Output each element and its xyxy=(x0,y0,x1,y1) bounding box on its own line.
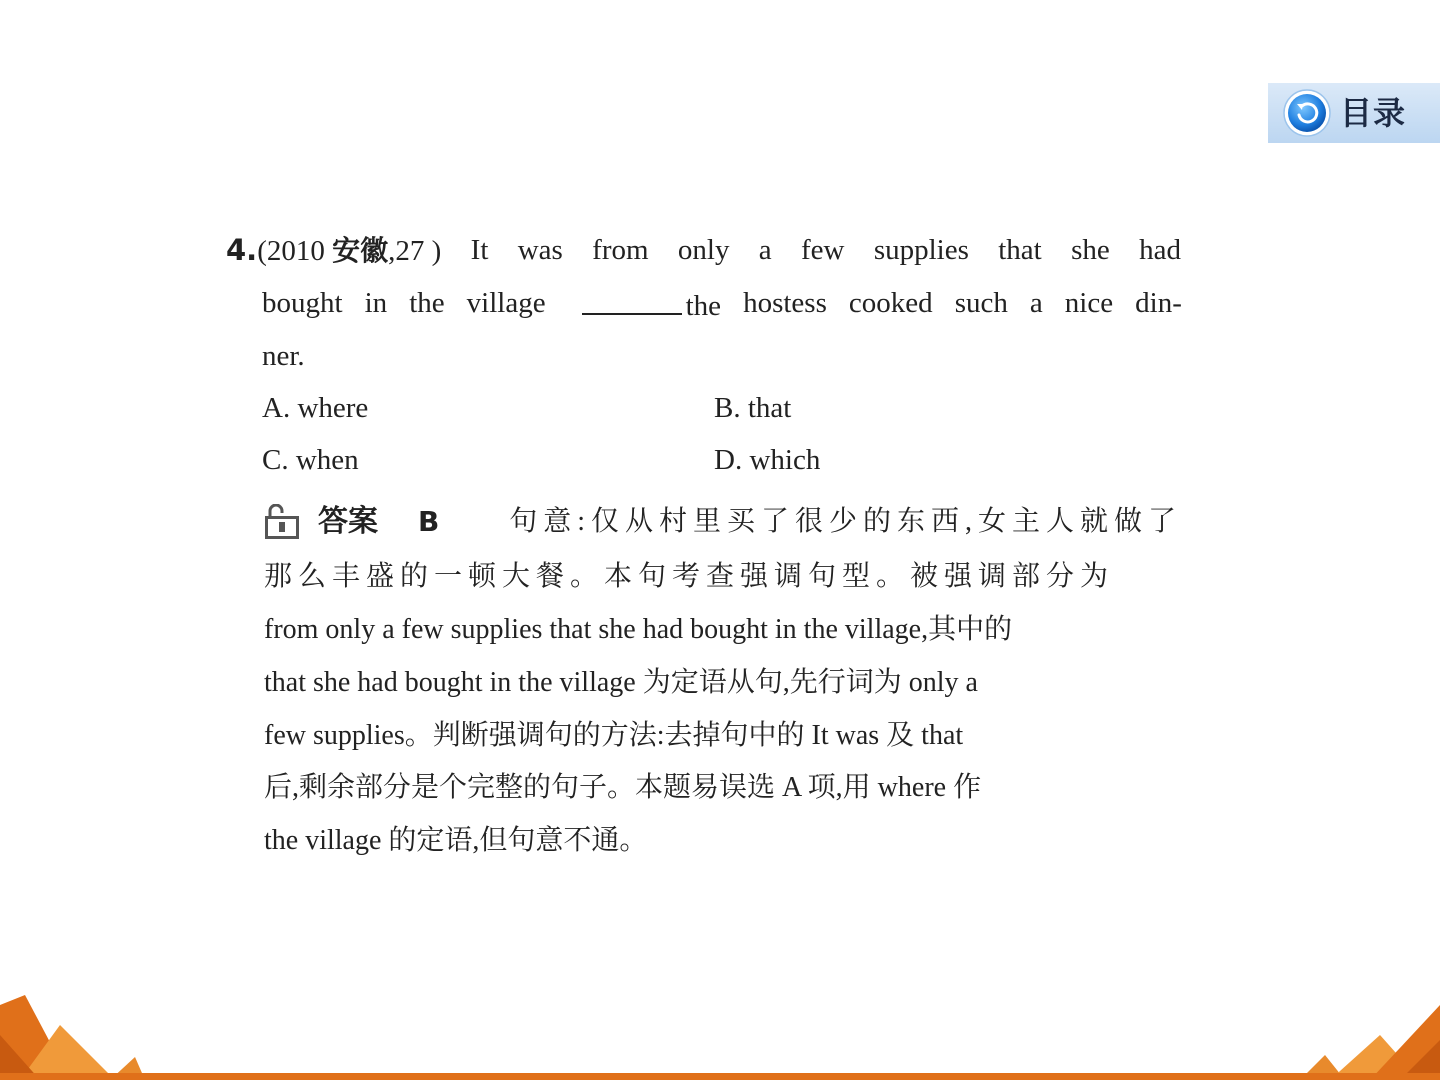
answer-line-2: 那么丰盛的一顿大餐。本句考查强调句型。被强调部分为 xyxy=(264,561,1115,592)
answer-line-5: few supplies。判断强调句的方法:去掉句中的 It was 及 that xyxy=(264,720,964,751)
word: in xyxy=(364,287,388,319)
answer-blank xyxy=(582,283,682,315)
word: only xyxy=(677,234,730,266)
answer-line-1 xyxy=(318,502,1182,542)
question-source xyxy=(226,230,441,271)
word: she xyxy=(1071,234,1110,266)
answer-text: 句意:仅从村里买了很少的东西,女主人就做了 xyxy=(509,506,1182,537)
word: few xyxy=(801,234,845,266)
footer-decoration xyxy=(0,995,1440,1080)
question-line-3: ner. xyxy=(262,340,305,372)
option-c: C. when xyxy=(262,444,359,476)
word: supplies xyxy=(873,234,969,266)
word: cooked xyxy=(848,287,933,319)
question-line-2 xyxy=(262,283,1182,326)
option-d: D. which xyxy=(714,444,821,476)
word: was xyxy=(517,234,563,266)
option-b: B. that xyxy=(714,392,792,424)
word: village xyxy=(466,287,546,319)
word: nice xyxy=(1064,287,1114,319)
answer-line-3: from only a few supplies that she had bought in the village,其中的 xyxy=(264,614,1013,645)
unlock-icon xyxy=(264,504,302,540)
word: the xyxy=(409,287,445,319)
word: It xyxy=(470,234,489,266)
word: that xyxy=(998,234,1042,266)
word: bought xyxy=(262,287,343,319)
blank-with-word: the xyxy=(568,283,721,326)
word: such xyxy=(954,287,1008,319)
source-close: ,27 ) xyxy=(388,235,442,267)
refresh-circle-icon xyxy=(1282,88,1332,138)
toc-button[interactable] xyxy=(1268,83,1440,143)
toc-label: 目录 xyxy=(1340,94,1407,132)
question-number: 4. xyxy=(226,233,258,267)
source-open: (2010 xyxy=(257,235,333,267)
question-line-1 xyxy=(226,230,1181,271)
word: a xyxy=(758,234,772,266)
answer-label: 答案 xyxy=(318,504,378,539)
answer-key: B xyxy=(418,505,440,538)
word: a xyxy=(1029,287,1043,319)
word: hostess xyxy=(743,287,827,319)
answer-line-4: that she had bought in the village 为定语从句,先行词为 only a xyxy=(264,667,978,698)
word: had xyxy=(1139,234,1181,266)
answer-line-6: 后,剩余部分是个完整的句子。本题易误选 A 项,用 where 作 xyxy=(264,772,982,803)
source-province: 安徽 xyxy=(332,234,389,267)
answer-line-7: the village 的定语,但句意不通。 xyxy=(264,825,648,856)
word: from xyxy=(592,234,649,266)
option-a: A. where xyxy=(262,392,369,424)
word: din- xyxy=(1135,287,1182,319)
